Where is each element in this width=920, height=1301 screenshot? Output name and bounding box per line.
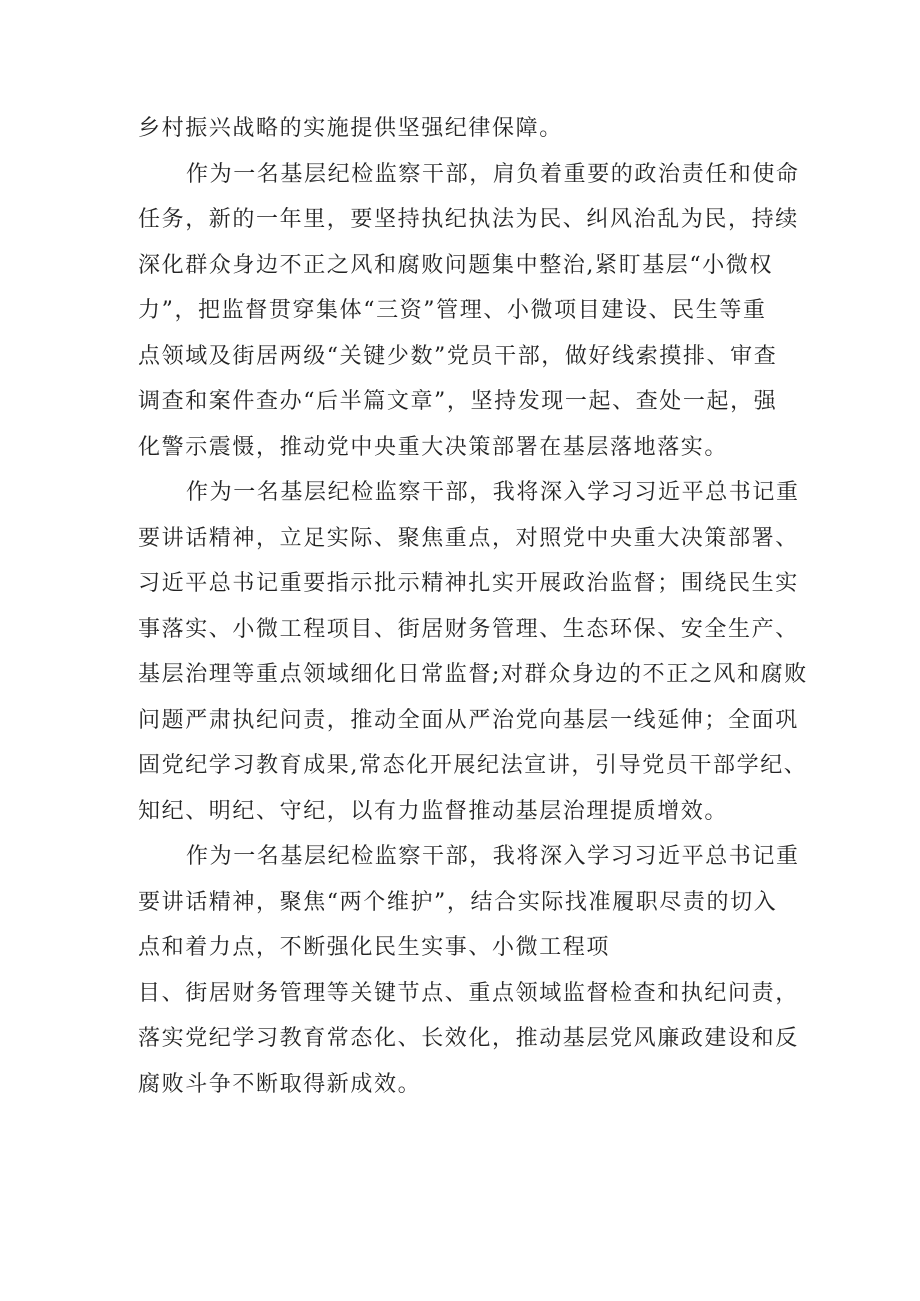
text-line: 深化群众身边不正之风和腐败问题集中整治,紧盯基层“小微权 — [138, 252, 774, 278]
text-line: 力”，把监督贯穿集体“三资”管理、小微项目建设、民生等重 — [138, 298, 767, 323]
text-line: 调查和案件查办“后半篇文章”，坚持发现一起、查处一起，强 — [138, 389, 778, 414]
text-line: 点领域及街居两级“关键少数”党员干部，做好线索摸排、审查 — [138, 343, 778, 369]
text-line: 问题严肃执纪问责，推动全面从严治党向基层一线延伸；全面巩 — [138, 707, 799, 733]
text-line: 乡村振兴战略的实施提供坚强纪律保障。 — [138, 116, 563, 141]
text-line: 作为一名基层纪检监察干部，我将深入学习习近平总书记重 — [186, 480, 800, 505]
text-line: 任务，新的一年里，要坚持执纪执法为民、纠风治乱为民，持续 — [138, 207, 799, 232]
text-line: 作为一名基层纪检监察干部，肩负着重要的政治责任和使命 — [186, 161, 800, 187]
text-line: 固党纪学习教育成果,常态化开展纪法宣讲，引导党员干部学纪、 — [138, 753, 808, 778]
text-line: 目、街居财务管理等关键节点、重点领域监督检查和执纪问责， — [138, 980, 799, 1006]
text-line: 事落实、小微工程项目、街居财务管理、生态环保、安全生产、 — [138, 616, 799, 642]
text-line: 作为一名基层纪检监察干部，我将深入学习习近平总书记重 — [186, 844, 800, 869]
document-body — [138, 106, 808, 1107]
text-line: 知纪、明纪、守纪，以有力监督推动基层治理提质增效。 — [138, 798, 729, 824]
text-line: 要讲话精神，立足实际、聚焦重点，对照党中央重大决策部署、 — [138, 525, 799, 551]
text-line: 化警示震慑，推动党中央重大决策部署在基层落地落实。 — [138, 434, 729, 460]
text-line: 要讲话精神，聚焦“两个维护”，结合实际找准履职尽责的切入 — [138, 889, 778, 915]
text-line: 点和着力点，不断强化民生实事、小微工程项 — [138, 935, 611, 960]
text-line: 习近平总书记重要指示批示精神扎实开展政治监督；围绕民生实 — [138, 571, 799, 596]
text-line: 落实党纪学习教育常态化、长效化，推动基层党风廉政建设和反 — [138, 1026, 799, 1051]
text-line: 基层治理等重点领域细化日常监督;对群众身边的不正之风和腐败 — [138, 662, 808, 687]
text-line: 腐败斗争不断取得新成效。 — [138, 1071, 422, 1097]
